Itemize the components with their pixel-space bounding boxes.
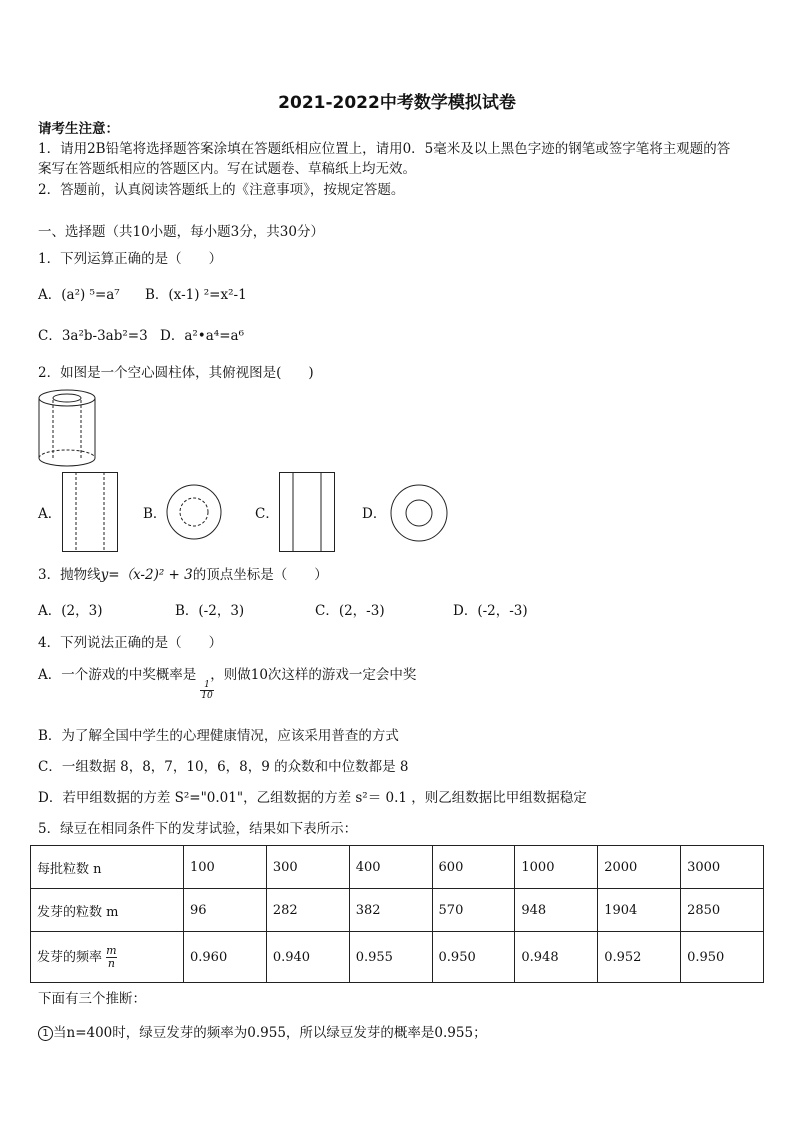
q2-stem: 2．如图是一个空心圆柱体，其俯视图是( ): [38, 365, 314, 381]
table-cell: 2850: [681, 889, 764, 932]
inference-1: [38, 1024, 487, 1042]
table-cell: 0.955: [349, 932, 432, 983]
q4-option-a: [38, 666, 416, 684]
q2-option-c-label: C．: [255, 506, 279, 522]
q2-option-b-figure: [166, 484, 222, 540]
q1-stem: 1．下列运算正确的是（ ）: [38, 251, 223, 267]
table-cell: 400: [349, 846, 432, 889]
q3-option-d: D．(-2，-3): [453, 603, 528, 619]
q2-option-a-label: A．: [38, 506, 62, 522]
q2-option-b-label: B．: [143, 506, 167, 522]
table-cell: 282: [266, 889, 349, 932]
table-row-label: 每批粒数 n: [31, 846, 184, 889]
inference-1-text: 当n=400时，绿豆发芽的频率为0.955，所以绿豆发芽的概率是0.955；: [53, 1025, 487, 1041]
table-row-label: 发芽的粒数 m: [31, 889, 184, 932]
q3-stem: [38, 566, 328, 584]
q2-option-d-label: D．: [362, 506, 387, 522]
table-cell: 1000: [515, 846, 598, 889]
notice-line-1b: 案写在答题纸相应的答题区内。写在试题卷、草稿纸上均无效。: [38, 161, 416, 177]
table-cell: 0.952: [598, 932, 681, 983]
table-cell: 382: [349, 889, 432, 932]
q2-option-a-figure: [62, 472, 118, 552]
frequency-fraction: [106, 945, 116, 970]
q3-stem-variable: y: [100, 567, 109, 583]
section-heading: 一、选择题（共10小题，每小题3分，共30分）: [38, 224, 324, 240]
germination-table: [30, 845, 764, 983]
circled-number-1: 1: [38, 1026, 53, 1041]
table-cell: 1904: [598, 889, 681, 932]
table-cell: 600: [432, 846, 515, 889]
q4-option-b: B．为了解全国中学生的心理健康情况，应该采用普查的方式: [38, 728, 399, 744]
q3-stem-suffix: 的顶点坐标是（ ）: [192, 567, 328, 583]
table-cell: 0.948: [515, 932, 598, 983]
table-cell: 96: [184, 889, 267, 932]
table-row-label-text: 发芽的频率: [37, 949, 103, 965]
table-cell: 3000: [681, 846, 764, 889]
hollow-cylinder-figure: [36, 388, 100, 470]
q4-probability-fraction: [200, 680, 214, 701]
table-cell: 0.960: [184, 932, 267, 983]
fraction-denominator: n: [107, 956, 115, 970]
q4-option-a-prefix: A．一个游戏的中奖概率是: [38, 667, 197, 683]
table-cell: 0.950: [432, 932, 515, 983]
q4-stem: 4．下列说法正确的是（ ）: [38, 635, 223, 651]
notice-line-2: 2．答题前，认真阅读答题纸上的《注意事项》，按规定答题。: [38, 182, 405, 198]
table-row: [31, 932, 764, 983]
q2-option-c-figure: [279, 472, 335, 552]
q4-option-d: D．若甲组数据的方差 S²="0.01"，乙组数据的方差 s²＝ 0.1 ，则乙组数据比甲组数据稳定: [38, 790, 587, 806]
q5-stem: 5．绿豆在相同条件下的发芽试验，结果如下表所示：: [38, 821, 358, 837]
table-cell: 2000: [598, 846, 681, 889]
inference-heading: 下面有三个推断：: [38, 991, 146, 1007]
q1-option-b: B．(x-1) ²=x²-1: [145, 287, 247, 303]
q3-stem-equation: =（x-2)² + 3: [108, 567, 193, 583]
table-cell: 100: [184, 846, 267, 889]
q3-option-a: A．(2，3): [38, 603, 103, 619]
q3-stem-prefix: 3．抛物线: [38, 567, 101, 583]
q2-option-d-figure: [390, 484, 448, 542]
table-row: [31, 889, 764, 932]
q3-option-c: C．(2，-3): [315, 603, 385, 619]
q4-option-c: C．一组数据 8，8，7，10，6，8，9 的众数和中位数都是 8: [38, 759, 409, 775]
table-cell: 570: [432, 889, 515, 932]
page-title: 2021-2022中考数学模拟试卷: [278, 93, 516, 113]
table-cell: 0.940: [266, 932, 349, 983]
table-cell: 0.950: [681, 932, 764, 983]
q1-option-c: C．3a²b-3ab²=3: [38, 328, 148, 344]
fraction-numerator: m: [106, 943, 117, 957]
table-cell: 948: [515, 889, 598, 932]
q1-option-d: D．a²•a⁴=a⁶: [160, 328, 244, 344]
q1-option-a: A．(a²) ⁵=a⁷: [38, 287, 120, 303]
q4-option-a-suffix: ，则做10次这样的游戏一定会中奖: [210, 667, 417, 683]
table-row-label: [31, 932, 184, 983]
notice-line-1a: 1．请用2B铅笔将选择题答案涂填在答题纸相应位置上，请用0．5毫米及以上黑色字迹的钢笔或签字笔将主观题的答: [38, 141, 731, 157]
table-row: [31, 846, 764, 889]
notice-heading: 请考生注意：: [38, 121, 119, 137]
q4-fraction-numerator: 1: [200, 680, 214, 691]
q4-fraction-denominator: 10: [201, 691, 213, 701]
q3-option-b: B．(-2，3): [175, 603, 245, 619]
table-cell: 300: [266, 846, 349, 889]
